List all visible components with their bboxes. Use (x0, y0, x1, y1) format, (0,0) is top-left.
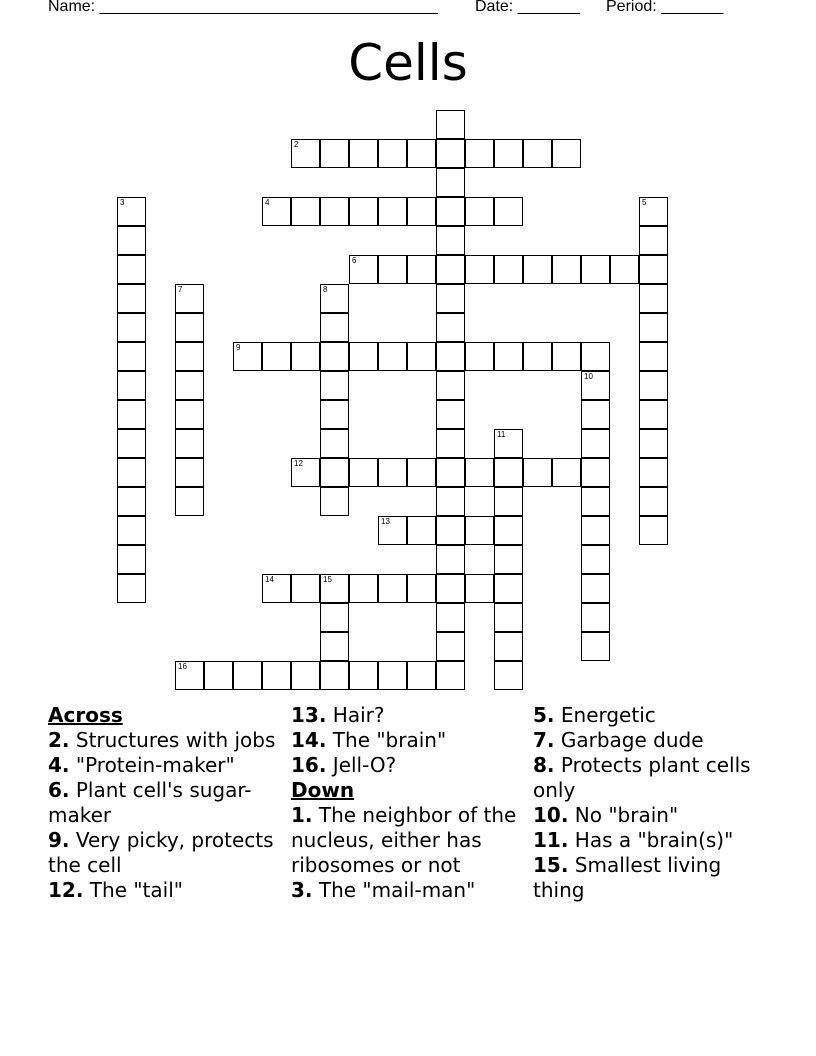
grid-cell[interactable] (262, 342, 291, 371)
clue-number: 7. (533, 728, 555, 752)
grid-cell[interactable] (262, 574, 291, 603)
grid-cell[interactable] (465, 255, 494, 284)
grid-cell[interactable] (175, 313, 204, 342)
clue-number: 1. (291, 803, 313, 827)
grid-cell[interactable] (175, 400, 204, 429)
grid-cell[interactable] (349, 139, 378, 168)
grid-cell[interactable] (639, 313, 668, 342)
clue-item (533, 703, 773, 728)
clue-number: 8. (533, 753, 555, 777)
grid-cell[interactable] (465, 342, 494, 371)
grid-cell[interactable] (494, 516, 523, 545)
grid-cell[interactable] (291, 197, 320, 226)
grid-cell[interactable] (291, 342, 320, 371)
clue-text: No "brain" (574, 803, 679, 827)
grid-cell[interactable] (320, 342, 349, 371)
clue-number-label: 10 (584, 372, 593, 381)
clue-item (48, 728, 283, 753)
grid-cell[interactable] (175, 429, 204, 458)
grid-cell[interactable] (581, 371, 610, 400)
grid-cell[interactable] (436, 661, 465, 690)
grid-cell[interactable] (639, 429, 668, 458)
grid-cell[interactable] (581, 487, 610, 516)
clue-text: The "tail" (89, 878, 183, 902)
clue-number-label: 6 (352, 256, 357, 265)
across-heading: Across (48, 703, 123, 727)
grid-cell[interactable] (349, 661, 378, 690)
grid-cell[interactable] (407, 661, 436, 690)
worksheet-header (0, 0, 816, 20)
grid-cell[interactable] (436, 400, 465, 429)
period-field[interactable]: Period: _______ (606, 0, 724, 15)
clue-number-label: 14 (265, 575, 274, 584)
clue-item (291, 878, 531, 903)
clue-item (291, 753, 531, 778)
grid-cell[interactable] (436, 371, 465, 400)
grid-cell[interactable] (436, 284, 465, 313)
grid-cell[interactable] (320, 487, 349, 516)
down-clue-list-continued (533, 703, 773, 903)
grid-cell[interactable] (291, 139, 320, 168)
grid-cell[interactable] (436, 139, 465, 168)
grid-cell[interactable] (117, 429, 146, 458)
grid-cell[interactable] (552, 342, 581, 371)
clue-number: 9. (48, 828, 70, 852)
grid-cell[interactable] (552, 255, 581, 284)
grid-cell[interactable] (117, 516, 146, 545)
grid-cell[interactable] (320, 284, 349, 313)
grid-cell[interactable] (291, 458, 320, 487)
grid-cell[interactable] (378, 342, 407, 371)
grid-cell[interactable] (581, 458, 610, 487)
grid-cell[interactable] (117, 313, 146, 342)
across-clue-list (48, 728, 283, 903)
grid-cell[interactable] (378, 139, 407, 168)
clue-number-label: 7 (178, 285, 183, 294)
grid-cell[interactable] (175, 487, 204, 516)
clue-text: The "brain" (332, 728, 447, 752)
grid-cell[interactable] (494, 661, 523, 690)
grid-cell[interactable] (436, 110, 465, 139)
clue-number: 15. (533, 853, 569, 877)
grid-cell[interactable] (494, 487, 523, 516)
grid-cell[interactable] (436, 429, 465, 458)
grid-cell[interactable] (436, 197, 465, 226)
grid-cell[interactable] (378, 661, 407, 690)
clue-item (48, 753, 283, 778)
clue-text: Hair? (332, 703, 385, 727)
grid-cell[interactable] (436, 226, 465, 255)
clue-number: 5. (533, 703, 555, 727)
down-clue-list (291, 803, 531, 903)
grid-cell[interactable] (639, 342, 668, 371)
grid-cell[interactable] (436, 342, 465, 371)
grid-cell[interactable] (523, 139, 552, 168)
clue-number: 3. (291, 878, 313, 902)
clue-number: 4. (48, 753, 70, 777)
clue-number-label: 2 (294, 140, 299, 149)
grid-cell[interactable] (378, 197, 407, 226)
grid-cell[interactable] (639, 197, 668, 226)
grid-cell[interactable] (436, 545, 465, 574)
grid-cell[interactable] (523, 342, 552, 371)
clues-column-2 (291, 703, 531, 903)
clue-number-label: 5 (642, 198, 647, 207)
clue-item (533, 853, 773, 903)
clue-item (48, 878, 283, 903)
grid-cell[interactable] (465, 197, 494, 226)
grid-cell[interactable] (175, 661, 204, 690)
grid-cell[interactable] (349, 342, 378, 371)
grid-cell[interactable] (117, 487, 146, 516)
clue-number: 10. (533, 803, 569, 827)
clue-text: Very picky, protects the cell (48, 828, 274, 877)
grid-cell[interactable] (436, 458, 465, 487)
grid-cell[interactable] (117, 255, 146, 284)
clue-number-label: 12 (294, 459, 303, 468)
grid-cell[interactable] (320, 429, 349, 458)
grid-cell[interactable] (291, 661, 320, 690)
grid-cell[interactable] (262, 197, 291, 226)
clues-column-3 (533, 703, 773, 903)
name-field[interactable]: Name: ______________________________________ (48, 0, 438, 15)
clue-number: 12. (48, 878, 84, 902)
grid-cell[interactable] (581, 516, 610, 545)
grid-cell[interactable] (639, 226, 668, 255)
clue-text: Jell-O? (332, 753, 397, 777)
grid-cell[interactable] (407, 516, 436, 545)
clue-text: Smallest living thing (533, 853, 722, 902)
grid-cell[interactable] (204, 661, 233, 690)
grid-cell[interactable] (581, 400, 610, 429)
grid-cell[interactable] (436, 632, 465, 661)
grid-cell[interactable] (639, 255, 668, 284)
clue-item (533, 828, 773, 853)
grid-cell[interactable] (320, 371, 349, 400)
grid-cell[interactable] (581, 255, 610, 284)
grid-cell[interactable] (494, 574, 523, 603)
grid-cell[interactable] (349, 458, 378, 487)
clue-number-label: 8 (323, 285, 328, 294)
clue-text: Has a "brain(s)" (574, 828, 734, 852)
grid-cell[interactable] (494, 429, 523, 458)
grid-cell[interactable] (175, 371, 204, 400)
grid-cell[interactable] (552, 139, 581, 168)
grid-cell[interactable] (320, 574, 349, 603)
clue-item (291, 728, 531, 753)
clue-text: Energetic (560, 703, 656, 727)
grid-cell[interactable] (639, 400, 668, 429)
clue-item (48, 828, 283, 878)
grid-cell[interactable] (175, 458, 204, 487)
grid-cell[interactable] (465, 458, 494, 487)
grid-cell[interactable] (175, 342, 204, 371)
grid-cell[interactable] (436, 168, 465, 197)
grid-cell[interactable] (465, 139, 494, 168)
clue-number: 6. (48, 778, 70, 802)
grid-cell[interactable] (465, 516, 494, 545)
grid-cell[interactable] (436, 516, 465, 545)
clue-item (533, 753, 773, 803)
grid-cell[interactable] (494, 632, 523, 661)
grid-cell[interactable] (349, 255, 378, 284)
grid-cell[interactable] (639, 458, 668, 487)
grid-cell[interactable] (117, 197, 146, 226)
clue-number-label: 15 (323, 575, 332, 584)
grid-cell[interactable] (378, 516, 407, 545)
grid-cell[interactable] (581, 603, 610, 632)
grid-cell[interactable] (581, 342, 610, 371)
grid-cell[interactable] (523, 255, 552, 284)
grid-cell[interactable] (407, 342, 436, 371)
grid-cell[interactable] (407, 255, 436, 284)
grid-cell[interactable] (639, 371, 668, 400)
grid-cell[interactable] (378, 458, 407, 487)
grid-cell[interactable] (581, 574, 610, 603)
grid-cell[interactable] (407, 458, 436, 487)
grid-cell[interactable] (639, 516, 668, 545)
grid-cell[interactable] (117, 574, 146, 603)
grid-cell[interactable] (523, 458, 552, 487)
grid-cell[interactable] (436, 255, 465, 284)
clue-text: Garbage dude (560, 728, 704, 752)
clue-number-label: 16 (178, 662, 187, 671)
grid-cell[interactable] (581, 632, 610, 661)
grid-cell[interactable] (494, 255, 523, 284)
grid-cell[interactable] (494, 197, 523, 226)
grid-cell[interactable] (436, 574, 465, 603)
grid-cell[interactable] (581, 429, 610, 458)
grid-cell[interactable] (436, 487, 465, 516)
clue-item (533, 728, 773, 753)
clue-number-label: 11 (497, 430, 506, 439)
clue-number: 14. (291, 728, 327, 752)
grid-cell[interactable] (262, 661, 291, 690)
puzzle-title: Cells (348, 34, 468, 92)
grid-cell[interactable] (494, 545, 523, 574)
date-field[interactable]: Date: _______ (475, 0, 580, 15)
grid-cell[interactable] (581, 545, 610, 574)
grid-cell[interactable] (610, 255, 639, 284)
grid-cell[interactable] (494, 139, 523, 168)
clue-text: Structures with jobs (75, 728, 276, 752)
grid-cell[interactable] (378, 255, 407, 284)
clue-number-label: 9 (236, 343, 241, 352)
clue-number-label: 3 (120, 198, 125, 207)
grid-cell[interactable] (320, 139, 349, 168)
grid-cell[interactable] (320, 603, 349, 632)
grid-cell[interactable] (436, 313, 465, 342)
grid-cell[interactable] (349, 574, 378, 603)
grid-cell[interactable] (378, 574, 407, 603)
grid-cell[interactable] (117, 284, 146, 313)
clue-number: 11. (533, 828, 569, 852)
grid-cell[interactable] (117, 342, 146, 371)
grid-cell[interactable] (117, 371, 146, 400)
grid-cell[interactable] (552, 458, 581, 487)
grid-cell[interactable] (436, 603, 465, 632)
clue-number: 13. (291, 703, 327, 727)
across-clue-list-continued (291, 703, 531, 778)
grid-cell[interactable] (117, 458, 146, 487)
clue-number: 2. (48, 728, 70, 752)
grid-cell[interactable] (291, 574, 320, 603)
grid-cell[interactable] (407, 139, 436, 168)
grid-cell[interactable] (175, 284, 204, 313)
grid-cell[interactable] (494, 458, 523, 487)
grid-cell[interactable] (407, 574, 436, 603)
down-heading: Down (291, 778, 355, 802)
grid-cell[interactable] (320, 400, 349, 429)
grid-cell[interactable] (320, 313, 349, 342)
grid-cell[interactable] (494, 603, 523, 632)
grid-cell[interactable] (465, 574, 494, 603)
grid-cell[interactable] (117, 545, 146, 574)
grid-cell[interactable] (639, 284, 668, 313)
clue-number: 16. (291, 753, 327, 777)
grid-cell[interactable] (233, 661, 262, 690)
clue-number-label: 4 (265, 198, 270, 207)
clue-text: The "mail-man" (318, 878, 476, 902)
clue-text: The neighbor of the nucleus, either has ribosomes or not (291, 803, 517, 877)
grid-cell[interactable] (320, 632, 349, 661)
grid-cell[interactable] (407, 197, 436, 226)
clue-item (48, 778, 283, 828)
grid-cell[interactable] (320, 197, 349, 226)
grid-cell[interactable] (494, 342, 523, 371)
grid-cell[interactable] (233, 342, 262, 371)
clue-text: Protects plant cells only (533, 753, 751, 802)
grid-cell[interactable] (320, 458, 349, 487)
grid-cell[interactable] (349, 197, 378, 226)
clue-item (291, 703, 531, 728)
clue-number-label: 13 (381, 517, 390, 526)
clue-item (291, 803, 531, 878)
clue-text: Plant cell's sugar-maker (48, 778, 252, 827)
grid-cell[interactable] (117, 226, 146, 255)
grid-cell[interactable] (117, 400, 146, 429)
grid-cell[interactable] (320, 661, 349, 690)
grid-cell[interactable] (639, 487, 668, 516)
clues-column-1 (48, 703, 283, 903)
clue-text: "Protein-maker" (75, 753, 235, 777)
clue-item (533, 803, 773, 828)
